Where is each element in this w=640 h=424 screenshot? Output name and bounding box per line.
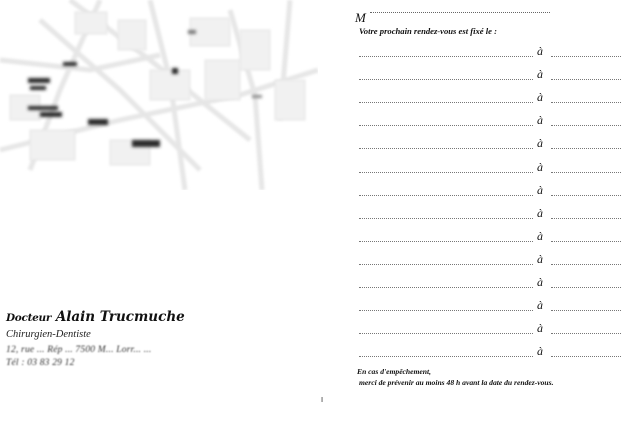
appointment-at-label: à [537, 44, 543, 58]
appointment-date-field[interactable] [359, 102, 533, 103]
appointment-date-field[interactable] [359, 56, 533, 57]
appointment-time-field[interactable] [551, 218, 621, 219]
appointment-time-field[interactable] [551, 125, 621, 126]
appointment-date-field[interactable] [359, 333, 533, 334]
appointment-time-field[interactable] [551, 333, 621, 334]
appointment-date-field[interactable] [359, 218, 533, 219]
appointment-at-label: à [537, 205, 543, 220]
appointment-at-label: à [537, 159, 543, 174]
appointment-time-field[interactable] [551, 172, 621, 173]
appointment-row [355, 321, 625, 339]
appointment-at-label: à [537, 113, 543, 128]
appointment-time-field[interactable] [551, 148, 621, 149]
doctor-title: Docteur [6, 312, 52, 324]
appointment-date-field[interactable] [359, 172, 533, 173]
appointment-row [355, 251, 625, 270]
appointment-date-field[interactable] [359, 356, 533, 357]
appointment-date-field[interactable] [359, 264, 533, 265]
next-appointment-label: Votre prochain rendez-vous est fixé le : [359, 26, 497, 36]
patient-name-line [355, 7, 366, 26]
appointment-row [355, 67, 625, 85]
appointment-date-field[interactable] [359, 310, 533, 311]
appointment-row [355, 90, 625, 108]
page-number: I [321, 396, 324, 404]
appointment-at-label: à [537, 182, 543, 197]
appointment-row [355, 275, 625, 293]
appointment-date-field[interactable] [359, 79, 533, 80]
doctor-info [6, 308, 306, 370]
appointment-date-field[interactable] [359, 148, 533, 149]
appointment-time-field[interactable] [551, 195, 621, 196]
appointment-at-label: à [537, 136, 543, 151]
appointment-time-field[interactable] [551, 287, 621, 288]
patient-name-field[interactable] [370, 12, 550, 13]
appointment-row [355, 136, 625, 154]
appointment-time-field[interactable] [551, 241, 621, 242]
appointment-time-field[interactable] [551, 102, 621, 103]
appointment-at-label: à [537, 321, 543, 336]
patient-name-label: M [355, 10, 366, 25]
appointment-at-label: à [537, 344, 543, 359]
doctor-specialty: Chirurgien-Dentiste [6, 329, 91, 340]
doctor-name-line [6, 308, 306, 327]
street-map [0, 0, 318, 190]
appointment-date-field[interactable] [359, 241, 533, 242]
appointment-at-label: à [537, 67, 543, 82]
appointment-row [355, 159, 625, 178]
cancellation-notice [357, 366, 627, 388]
appointment-row [355, 113, 625, 131]
appointment-at-label: à [537, 228, 543, 243]
notice-line-1: En cas d'empêchement, [357, 367, 432, 376]
appointment-time-field[interactable] [551, 79, 621, 80]
appointment-at-label: à [537, 298, 543, 313]
appointment-date-field[interactable] [359, 125, 533, 126]
notice-line-2: merci de prévenir au moins 48 h avant la date du rendez-vous. [359, 378, 554, 387]
appointment-date-field[interactable] [359, 195, 533, 196]
doctor-phone: Tél : 03 83 29 12 [6, 358, 75, 368]
appointment-time-field[interactable] [551, 56, 621, 57]
appointment-row [355, 205, 625, 224]
appointment-row [355, 344, 625, 362]
appointment-time-field[interactable] [551, 356, 621, 357]
appointment-at-label: à [537, 251, 543, 266]
appointment-card [355, 0, 635, 424]
appointment-row [355, 44, 625, 62]
appointment-date-field[interactable] [359, 287, 533, 288]
appointment-row [355, 298, 625, 316]
appointment-at-label: à [537, 275, 543, 289]
doctor-address: 12, rue ... Rép ... 7500 M... Lorr... ... [6, 345, 152, 355]
appointment-row [355, 228, 625, 247]
appointment-row [355, 182, 625, 201]
street-map-graphic [0, 0, 318, 190]
appointment-at-label: à [537, 90, 543, 105]
doctor-name: Alain Trucmuche [55, 309, 185, 325]
appointment-time-field[interactable] [551, 310, 621, 311]
appointment-time-field[interactable] [551, 264, 621, 265]
